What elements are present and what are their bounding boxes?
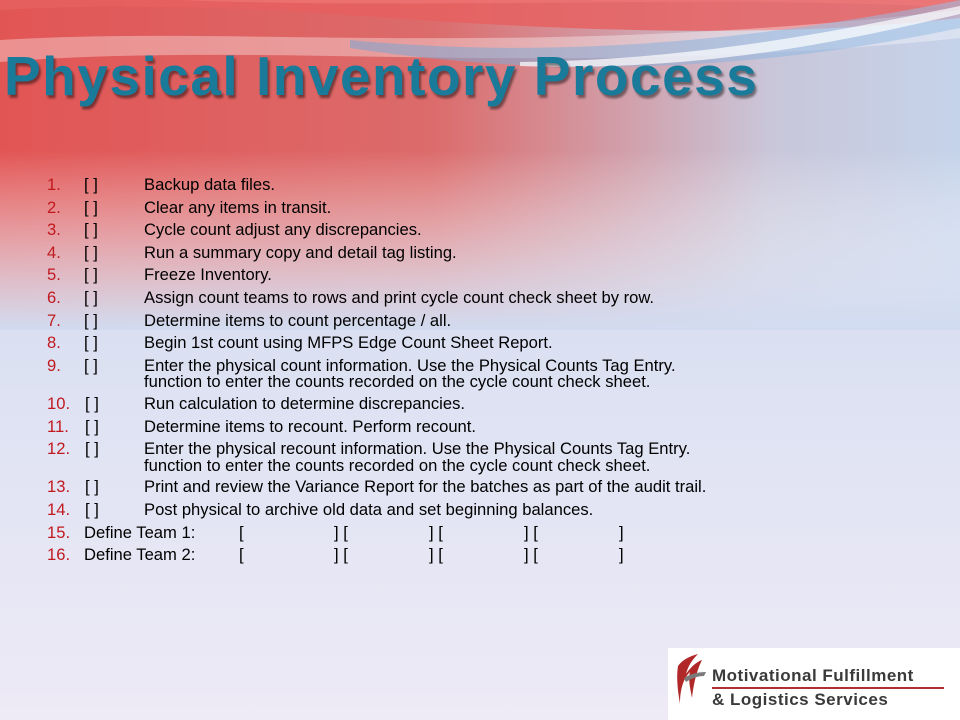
team-slot: ] <box>619 522 624 542</box>
item-number: 4. <box>47 242 61 262</box>
logo-line-1: Motivational Fulfillment <box>712 666 914 685</box>
team-slot: ] [ <box>429 545 443 565</box>
list-item <box>47 476 927 499</box>
item-text-line: Enter the physical count information. Use the Physical Counts Tag Entry. <box>144 355 676 375</box>
item-text-line: Enter the physical recount information. Use the Physical Counts Tag Entry. <box>144 439 691 459</box>
logo-line-2: & Logistics Services <box>712 690 889 709</box>
checkbox-placeholder: [ ] <box>85 477 99 497</box>
list-item <box>47 310 927 333</box>
page-title: Physical Inventory Process <box>4 45 759 107</box>
checkbox-placeholder: [ ] <box>85 416 99 436</box>
item-text: Cycle count adjust any discrepancies. <box>144 220 422 240</box>
item-number: 16. <box>47 545 71 565</box>
item-text <box>144 438 927 476</box>
checkbox-placeholder: [ ] <box>85 499 99 519</box>
team-slot: [ <box>239 522 244 542</box>
item-number: 13. <box>47 477 71 497</box>
checkbox-placeholder: [ ] <box>84 355 98 375</box>
list-item <box>47 416 927 439</box>
item-text: Freeze Inventory. <box>144 265 272 285</box>
checklist <box>47 174 927 567</box>
team-definition-row <box>47 544 927 567</box>
item-text: Post physical to archive old data and set beginning balances. <box>144 499 594 519</box>
item-number: 9. <box>47 355 61 375</box>
checkbox-placeholder: [ ] <box>84 242 98 262</box>
item-number: 5. <box>47 265 61 285</box>
team-slot: ] [ <box>524 522 538 542</box>
item-number: 2. <box>47 197 61 217</box>
list-item <box>47 197 927 220</box>
team-label: Define Team 1: <box>84 522 196 542</box>
item-text: Clear any items in transit. <box>144 197 332 217</box>
list-item <box>47 438 927 476</box>
checkbox-placeholder: [ ] <box>84 197 98 217</box>
list-item <box>47 219 927 242</box>
team-slot: ] [ <box>429 522 443 542</box>
mfls-logo-mark-icon <box>668 648 712 720</box>
item-text: Determine items to recount. Perform recount. <box>144 416 477 436</box>
item-number: 14. <box>47 499 71 519</box>
item-text-line: function to enter the counts recorded on the cycle count check sheet. <box>144 372 651 392</box>
checkbox-placeholder: [ ] <box>84 333 98 353</box>
checkbox-placeholder: [ ] <box>84 287 98 307</box>
item-number: 10. <box>47 393 71 413</box>
checkbox-placeholder: [ ] <box>84 175 98 194</box>
team-slot: ] <box>619 545 624 565</box>
team-slot: ] [ <box>524 545 538 565</box>
company-logo <box>668 648 960 720</box>
team-slot: ] [ <box>334 522 348 542</box>
checkbox-placeholder: [ ] <box>85 393 99 413</box>
item-number: 6. <box>47 287 61 307</box>
item-text: Print and review the Variance Report for the batches as part of the audit trail. <box>144 477 707 497</box>
item-number: 11. <box>47 416 69 436</box>
item-text: Assign count teams to rows and print cycle count check sheet by row. <box>144 287 655 307</box>
item-number: 3. <box>47 220 61 240</box>
item-number: 12. <box>47 439 71 459</box>
item-text: Determine items to count percentage / all. <box>144 310 452 330</box>
team-slot: [ <box>239 545 244 565</box>
list-item <box>47 242 927 265</box>
list-item <box>47 355 927 393</box>
item-text: Backup data files. <box>144 175 275 194</box>
item-text: Run a summary copy and detail tag listing. <box>144 242 457 262</box>
list-item <box>47 174 927 197</box>
item-text: Begin 1st count using MFPS Edge Count Sheet Report. <box>144 333 553 353</box>
list-item <box>47 393 927 416</box>
item-text <box>144 355 927 393</box>
team-label: Define Team 2: <box>84 545 196 565</box>
item-number: 8. <box>47 333 61 353</box>
checkbox-placeholder: [ ] <box>85 439 99 459</box>
list-item <box>47 332 927 355</box>
team-slot: ] [ <box>334 545 348 565</box>
team-definition-row <box>47 522 927 545</box>
item-number: 7. <box>47 310 61 330</box>
item-number: 15. <box>47 522 71 542</box>
logo-divider <box>712 687 944 689</box>
checkbox-placeholder: [ ] <box>84 265 98 285</box>
item-number: 1. <box>47 175 61 194</box>
checkbox-placeholder: [ ] <box>84 310 98 330</box>
list-item <box>47 499 927 522</box>
checkbox-placeholder: [ ] <box>84 220 98 240</box>
list-item <box>47 287 927 310</box>
item-text-line: function to enter the counts recorded on the cycle count check sheet. <box>144 455 651 475</box>
list-item <box>47 264 927 287</box>
item-text: Run calculation to determine discrepancies. <box>144 393 465 413</box>
